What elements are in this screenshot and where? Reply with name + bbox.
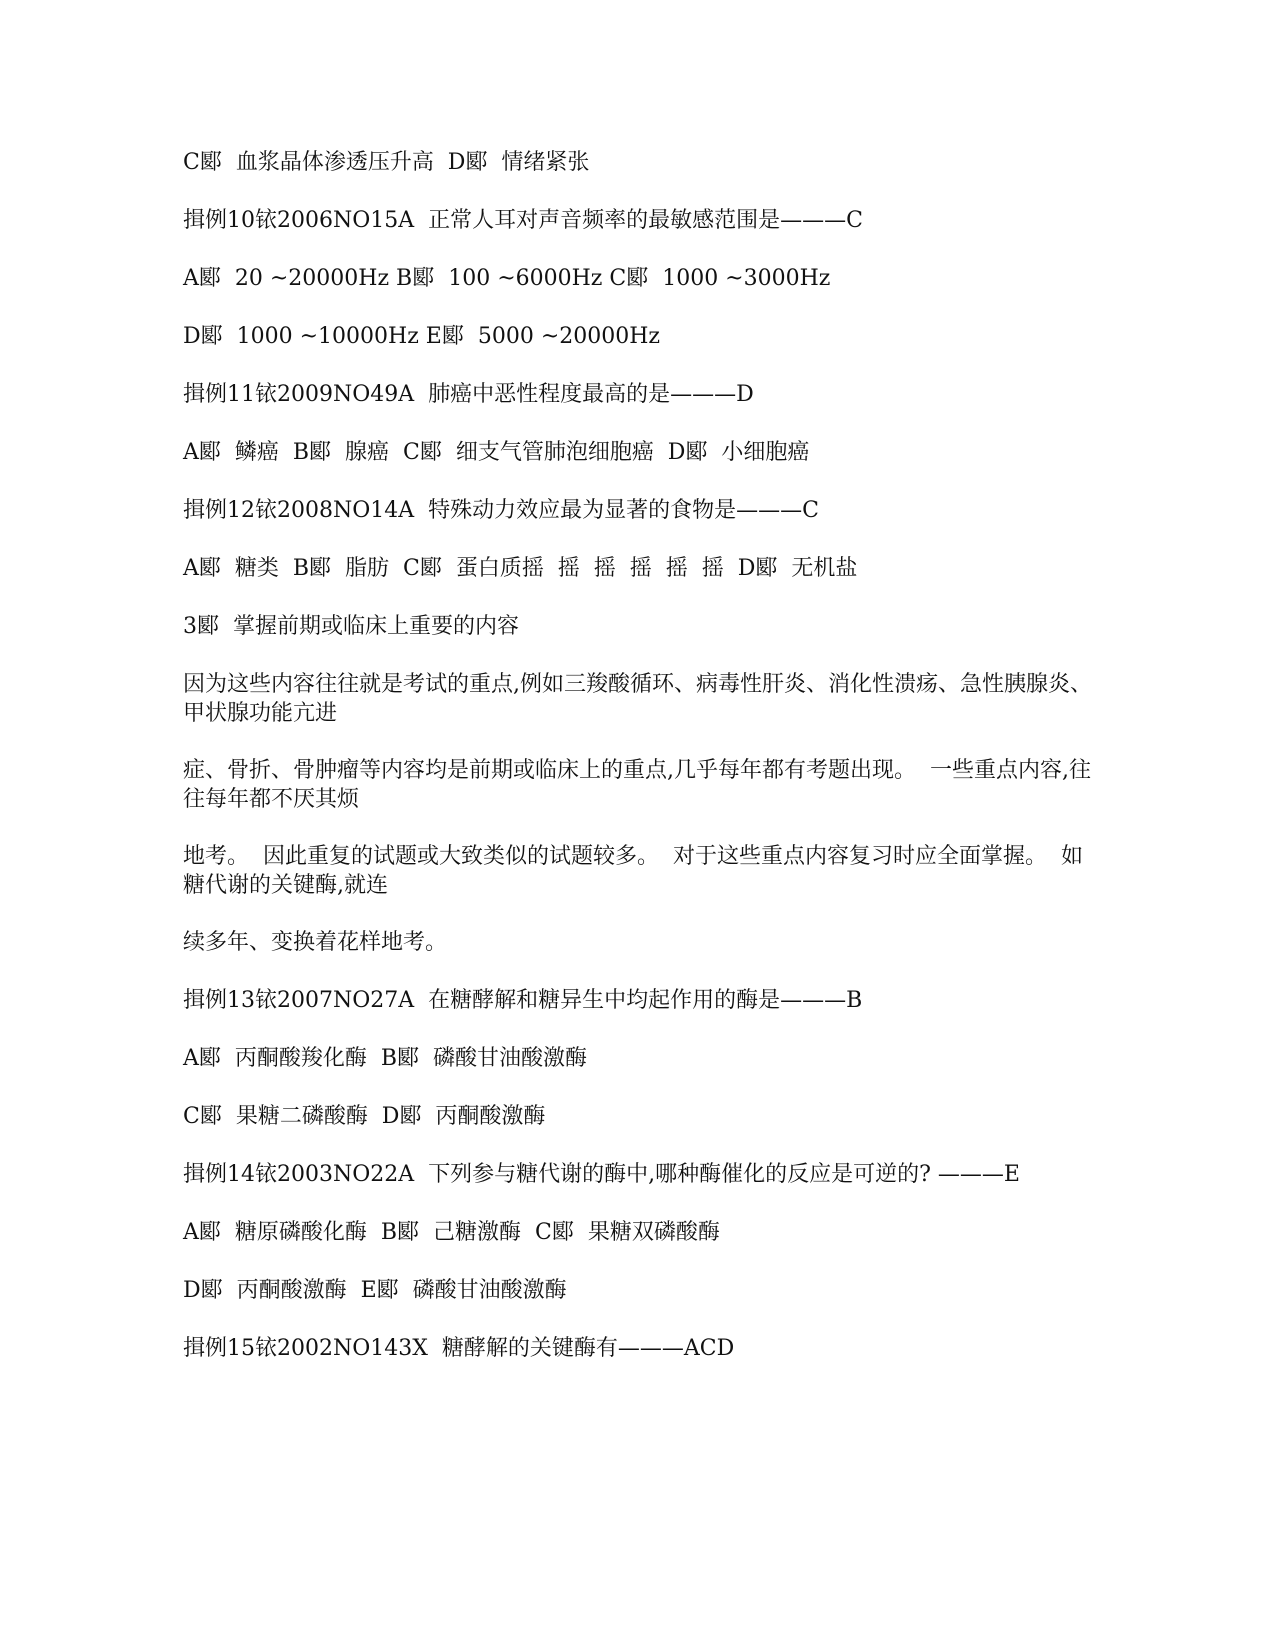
option-line: A郾 糖原磷酸化酶 B郾 己糖激酶 C郾 果糖双磷酸酶 xyxy=(183,1220,720,1245)
question-example-14: 揖例14铱2003NO22A 下列参与糖代谢的酶中,哪种酶催化的反应是可逆的? ———E xyxy=(183,1162,1020,1187)
body-paragraph: 地考。 因此重复的试题或大致类似的试题较多。 对于这些重点内容复习时应全面掌握。 如糖代谢的关键酶,就连 xyxy=(183,844,1083,898)
option-line: A郾 鳞癌 B郾 腺癌 C郾 细支气管肺泡细胞癌 D郾 小细胞癌 xyxy=(183,440,810,465)
option-line: D郾 丙酮酸激酶 E郾 磷酸甘油酸激酶 xyxy=(183,1278,567,1303)
question-example-13: 揖例13铱2007NO27A 在糖酵解和糖异生中均起作用的酶是———B xyxy=(183,988,863,1013)
option-line: A郾 糖类 B郾 脂肪 C郾 蛋白质摇 摇 摇 摇 摇 摇 D郾 无机盐 xyxy=(183,556,858,581)
document-body xyxy=(183,148,1093,1392)
option-line: C郾 血浆晶体渗透压升高 D郾 情绪紧张 xyxy=(183,150,590,175)
option-line: A郾 20 ~20000Hz B郾 100 ~6000Hz C郾 1000 ~3000Hz xyxy=(183,266,831,291)
question-example-12: 揖例12铱2008NO14A 特殊动力效应最为显著的食物是———C xyxy=(183,498,819,523)
option-line: D郾 1000 ~10000Hz E郾 5000 ~20000Hz xyxy=(183,324,661,349)
question-example-10: 揖例10铱2006NO15A 正常人耳对声音频率的最敏感范围是———C xyxy=(183,208,863,233)
option-line: A郾 丙酮酸羧化酶 B郾 磷酸甘油酸激酶 xyxy=(183,1046,588,1071)
question-example-15: 揖例15铱2002NO143X 糖酵解的关键酶有———ACD xyxy=(183,1336,735,1361)
section-heading: 3郾 掌握前期或临床上重要的内容 xyxy=(183,614,519,639)
body-paragraph: 续多年、变换着花样地考。 xyxy=(183,930,448,955)
body-paragraph: 症、骨折、骨肿瘤等内容均是前期或临床上的重点,几乎每年都有考题出现。 一些重点内容,往往每年都不厌其烦 xyxy=(183,758,1091,812)
option-line: C郾 果糖二磷酸酶 D郾 丙酮酸激酶 xyxy=(183,1104,546,1129)
body-paragraph: 因为这些内容往往就是考试的重点,例如三羧酸循环、病毒性肝炎、消化性溃疡、急性胰腺炎、甲状腺功能亢进 xyxy=(183,672,1092,726)
question-example-11: 揖例11铱2009NO49A 肺癌中恶性程度最高的是———D xyxy=(183,382,754,407)
